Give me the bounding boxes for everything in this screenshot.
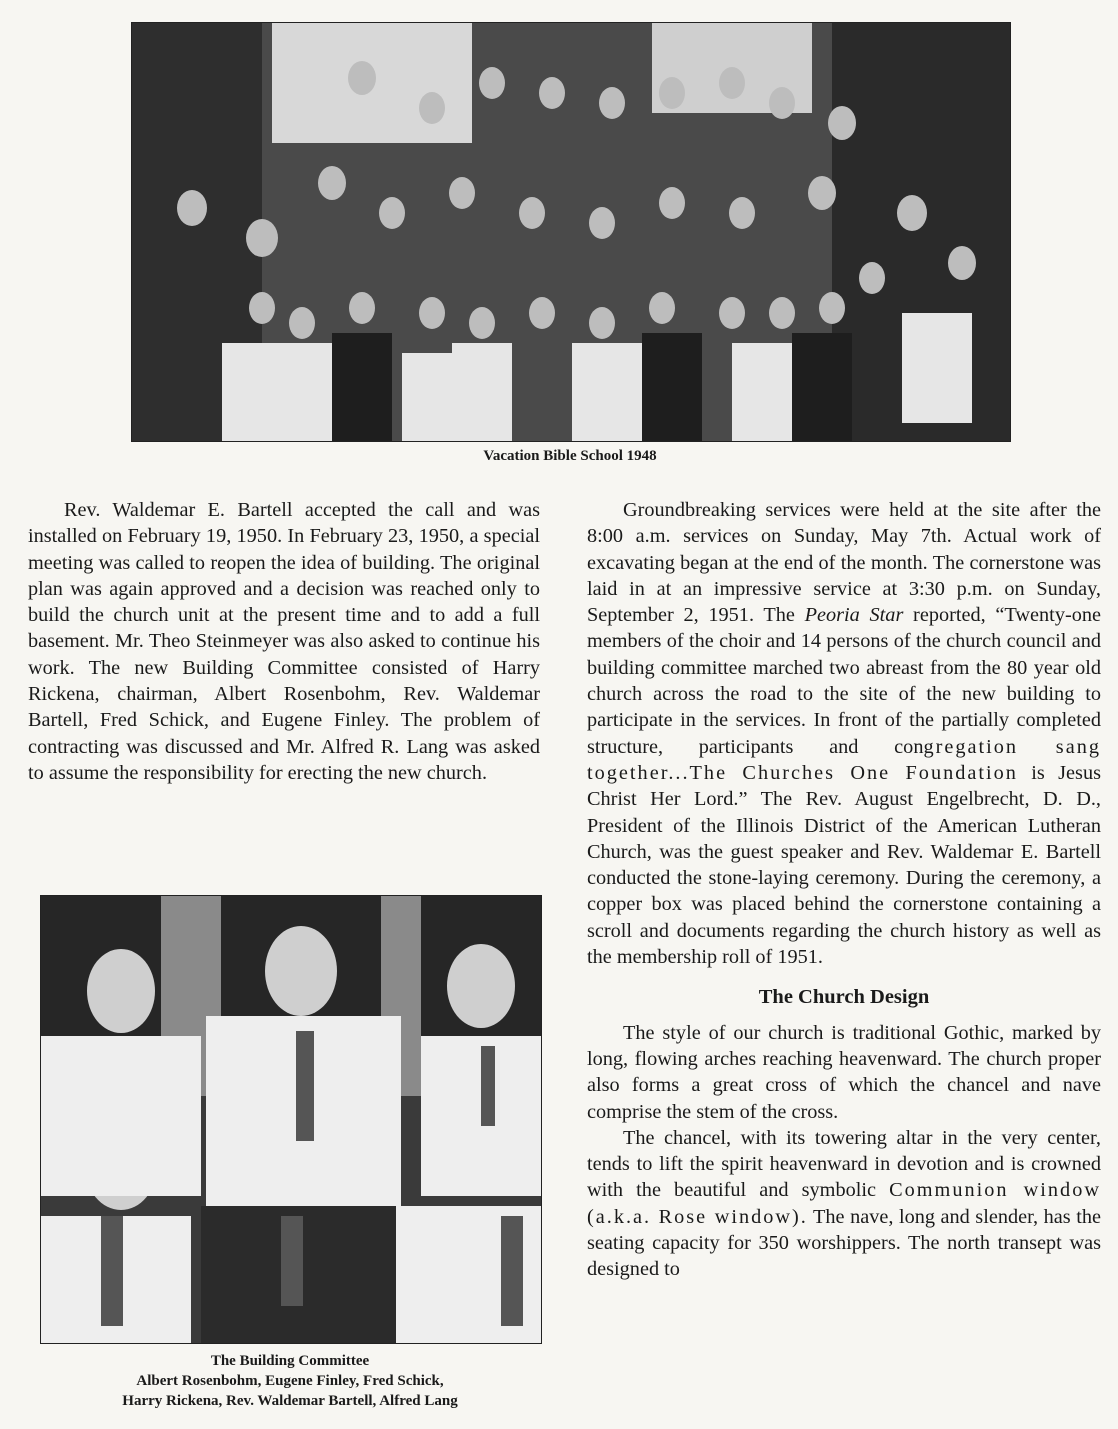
vacation-bible-school-photo (131, 22, 1011, 442)
caption-names-line-1: Albert Rosenbohm, Eugene Finley, Fred Schick, (136, 1373, 444, 1389)
caption-names-line-2: Harry Rickena, Rev. Waldemar Bartell, Alfred Lang (122, 1393, 458, 1409)
committee-photo-image (41, 896, 541, 1343)
right-text-column (587, 497, 1101, 1283)
building-committee-photo (40, 895, 542, 1344)
gothic-style-paragraph: The style of our church is traditional Gothic, marked by long, flowing arches reaching heavenward. The church proper also forms a great cross of which the chancel and nave comprise the stem of the cross. (587, 1021, 1101, 1123)
groundbreaking-text-2: reported, “Twenty-one members of the choir and 14 persons of the church council and building committee marched two abreast from the 80 year old church across the road to the site of the new building to participate in the services. In front of the partially completed structure, participants and con (587, 604, 1101, 758)
chancel-text-2: The nave, long and slender, has the seating capacity for 350 worshippers. The north transept was designed to (587, 1205, 1101, 1281)
groundbreaking-text-spaced: gregation sang together...The Churches One Foundation (587, 735, 1101, 784)
left-text-column (28, 497, 540, 786)
groundbreaking-text-3: is Jesus Christ Her Lord.” The Rev. August Engelbrecht, D. D., President of the Illinois District of the American Lutheran Church, was the guest speaker and Rev. Waldemar E. Bartell conducted the stone-laying ceremony. During the ceremony, a copper box was placed behind the cornerstone containing a scroll and documents regarding the church history as well as the membership roll of 1951. (587, 761, 1101, 969)
church-design-heading: The Church Design (758, 986, 930, 1009)
building-committee-caption (40, 1351, 540, 1411)
groundbreaking-paragraph (587, 497, 1101, 970)
groundbreaking-text-1: Groundbreaking services were held at the site after the 8:00 a.m. services on Sunday, May 7th. Actual work of excavating began at the end of the month. The cornerstone was laid in at an impressive service at 3:30 p.m. on Sunday, September 2, 1951. The (587, 499, 1101, 627)
chancel-text-1: The chancel, with its towering altar in the very center, tends to lift the spirit heavenward in devotion and is crowned with the beautiful and symbolic (587, 1126, 1101, 1202)
peoria-star-title: Peoria Star (804, 604, 904, 627)
caption-title: The Building Committee (210, 1353, 370, 1369)
bartell-installation-paragraph: Rev. Waldemar E. Bartell accepted the call and was installed on February 19, 1950. In February 23, 1950, a special meeting was called to reopen the idea of building. The original plan was again approved and a decision was reached only to build the church unit at the present time and to add a full basement. Mr. Theo Steinmeyer was also asked to continue his work. The new Building Committee consisted of Harry Rickena, chairman, Albert Rosenbohm, Rev. Waldemar Bartell, Fred Schick, and Eugene Finley. The problem of contracting was discussed and Mr. Alfred R. Lang was asked to assume the responsibility for erecting the new church. (28, 499, 540, 784)
group-photo-image (132, 23, 1010, 441)
chancel-text-spaced: Communion window (a.k.a. Rose window). (587, 1179, 1101, 1228)
chancel-paragraph (587, 1125, 1101, 1283)
vacation-bible-school-caption: Vacation Bible School 1948 (483, 448, 657, 464)
